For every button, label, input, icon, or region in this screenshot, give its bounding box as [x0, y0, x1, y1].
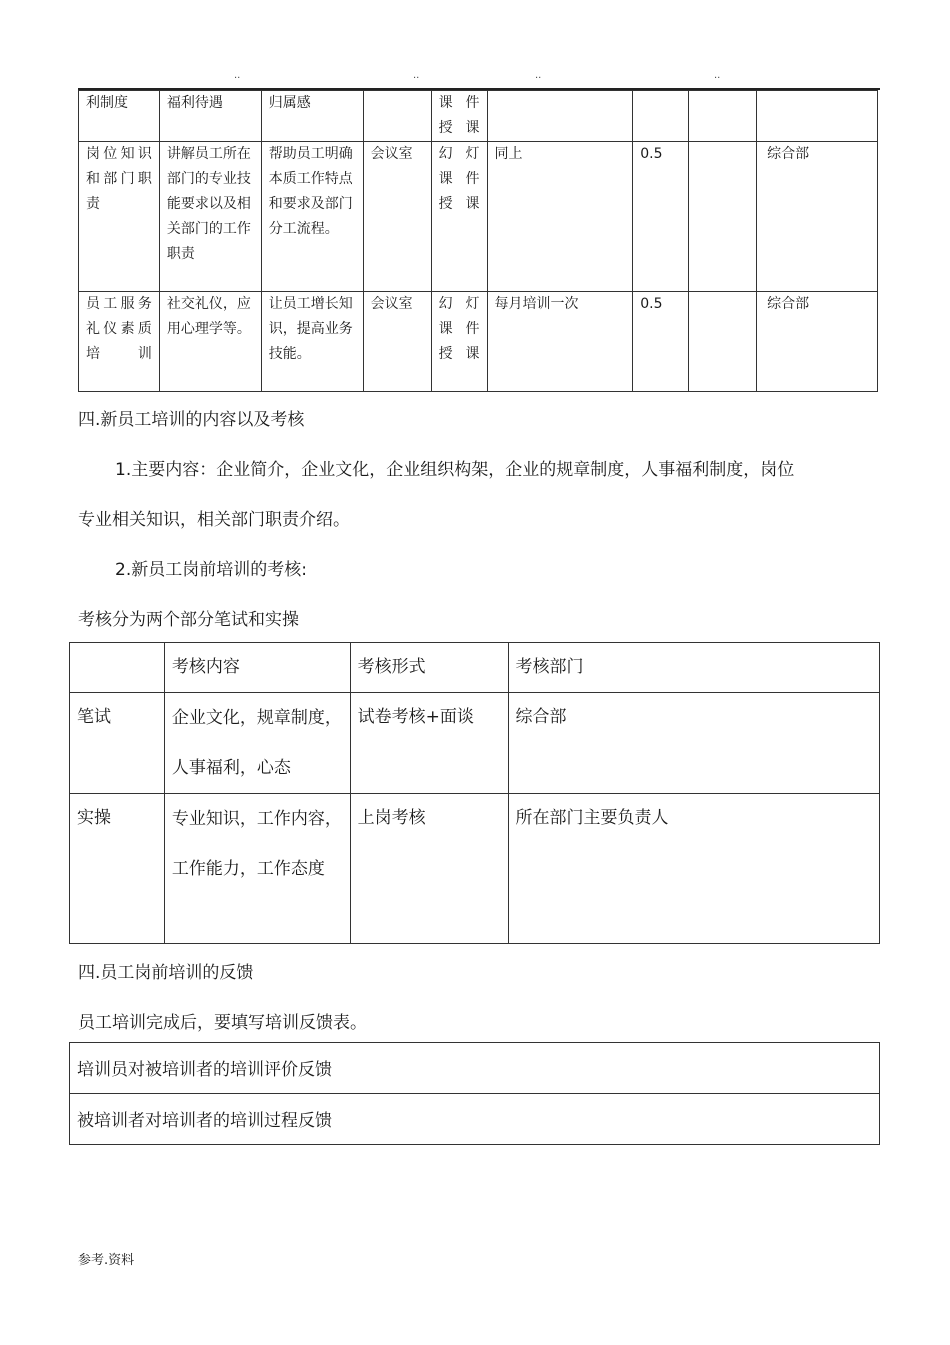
header-dot: ..	[413, 70, 420, 81]
training-plan-table	[78, 90, 878, 392]
table-cell: 笔试	[70, 693, 165, 794]
table-header-cell: 考核形式	[350, 643, 508, 693]
table-cell	[689, 91, 757, 142]
table-cell: 所在部门主要负责人	[508, 794, 880, 944]
table-cell: 每月培训一次	[487, 292, 633, 392]
content-paragraph: 专业相关知识，相关部门职责介绍。	[78, 510, 350, 530]
table-cell	[689, 142, 757, 292]
feedback-heading: 四.员工岗前培训的反馈	[78, 963, 254, 983]
assessment-heading: 2.新员工岗前培训的考核:	[115, 560, 307, 580]
table-cell	[689, 292, 757, 392]
table-cell: 利制度	[79, 91, 160, 142]
table-cell: 实操	[70, 794, 165, 944]
assessment-intro: 考核分为两个部分笔试和实操	[78, 610, 299, 630]
table-header-cell: 考核部门	[508, 643, 880, 693]
table-cell	[487, 91, 633, 142]
table-cell: 岗位知识和部门职责	[79, 142, 160, 292]
header-dot: ..	[714, 70, 721, 81]
table-header-cell	[70, 643, 165, 693]
table-row	[70, 643, 880, 693]
table-cell: 综合部	[757, 142, 878, 292]
table-cell	[363, 91, 431, 142]
table-row	[79, 292, 878, 392]
table-cell: 0.5	[633, 142, 689, 292]
table-row	[79, 91, 878, 142]
table-cell: 综合部	[757, 292, 878, 392]
table-cell: 企业文化，规章制度，人事福利，心态	[164, 693, 350, 794]
table-row	[70, 1043, 880, 1094]
page-footer: 参考.资料	[78, 1253, 135, 1268]
table-header-cell: 考核内容	[164, 643, 350, 693]
table-cell: 幻灯课件授课	[431, 292, 487, 392]
table-cell: 会议室	[363, 292, 431, 392]
table-cell	[633, 91, 689, 142]
table-cell: 讲解员工所在部门的专业技能要求以及相关部门的工作职责	[159, 142, 261, 292]
table-cell: 幻灯课件授课	[431, 142, 487, 292]
table-cell: 员工服务礼仪素质培训	[79, 292, 160, 392]
content-paragraph: 1.主要内容：企业简介，企业文化，企业组织构架，企业的规章制度，人事福利制度，岗位	[115, 460, 795, 480]
table-cell: 社交礼仪，应用心理学等。	[159, 292, 261, 392]
table-row	[70, 1094, 880, 1145]
table-row	[70, 794, 880, 944]
feedback-intro: 员工培训完成后，要填写培训反馈表。	[78, 1013, 367, 1033]
table-cell: 归属感	[261, 91, 363, 142]
table-cell: 帮助员工明确本质工作特点和要求及部门分工流程。	[261, 142, 363, 292]
header-dot: ..	[234, 70, 241, 81]
table-cell: 同上	[487, 142, 633, 292]
table-cell: 培训员对被培训者的培训评价反馈	[70, 1043, 880, 1094]
table-row	[70, 693, 880, 794]
table-cell: 会议室	[363, 142, 431, 292]
assessment-table	[69, 642, 880, 944]
table-cell: 福利待遇	[159, 91, 261, 142]
section-heading: 四.新员工培训的内容以及考核	[78, 410, 305, 430]
table-cell: 专业知识，工作内容，工作能力，工作态度	[164, 794, 350, 944]
header-dot: ..	[535, 70, 542, 81]
table-cell: 上岗考核	[350, 794, 508, 944]
table-cell: 试卷考核+面谈	[350, 693, 508, 794]
table-cell: 0.5	[633, 292, 689, 392]
feedback-table	[69, 1042, 880, 1145]
table-cell: 课件授课	[431, 91, 487, 142]
table-cell	[757, 91, 878, 142]
table-cell: 被培训者对培训者的培训过程反馈	[70, 1094, 880, 1145]
table-row	[79, 142, 878, 292]
table-cell: 让员工增长知识，提高业务技能。	[261, 292, 363, 392]
table-cell: 综合部	[508, 693, 880, 794]
